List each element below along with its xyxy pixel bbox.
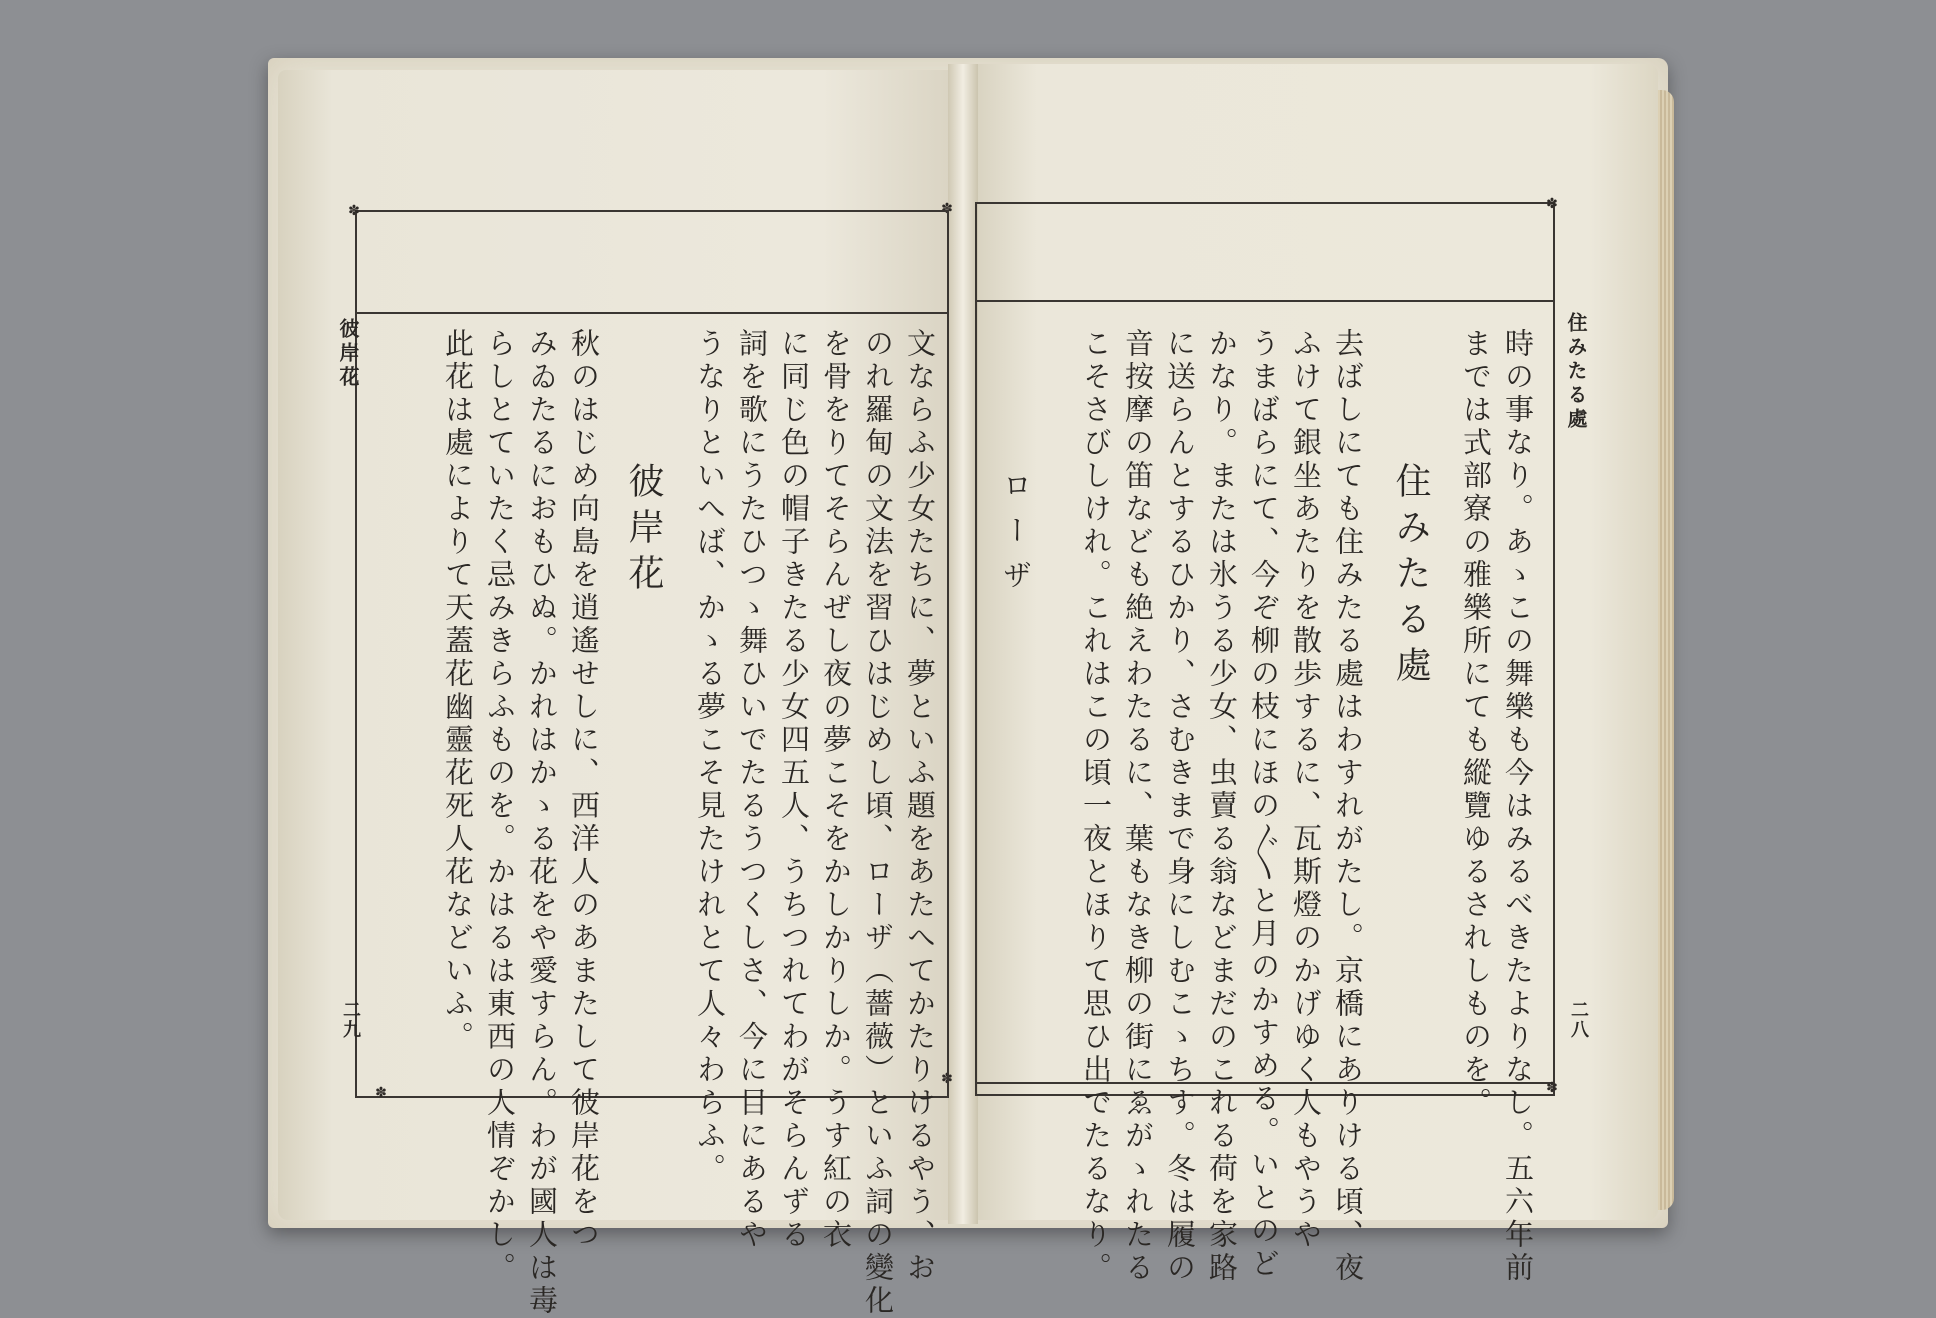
section-title: 彼岸花 [623,462,664,600]
text-column: 詞を歌にうたひつゝ舞ひいでたるうつくしさ、今に目にあるや [735,328,769,1252]
text-column: 音按摩の笛なども絶えわたるに、葉もなき柳の街にゑがゝれたる [1121,328,1155,1285]
right-head-rule [977,300,1553,302]
left-head-rule [357,312,947,314]
ornament-icon: ✽ [941,1071,953,1087]
ornament-icon: ✽ [348,203,360,219]
text-column: 去ばしにても住みたる處はわすれがたし。京橋にありける頃、夜 [1331,328,1365,1285]
ornament-icon: ✽ [941,201,953,217]
ornament-icon: ✽ [1546,1080,1558,1096]
text-column: ふけて銀坐あたりを散歩するに、瓦斯燈のかげゆく人もやうや [1289,328,1323,1252]
text-column: に送らんとするひかり、さむきまで身にしむこゝちす。冬は履の [1163,328,1197,1285]
ornament-icon: ✽ [375,1085,387,1101]
text-column: 秋のはじめ向島を逍遙せしに、西洋人のあまたして彼岸花をつ [567,328,601,1252]
page-number: 二八 [1568,1000,1589,1040]
next-section-title: ローザ [999,470,1033,605]
text-column: らしとていたく忌みきらふものを。かはるは東西の人情ぞかし。 [483,328,517,1285]
text-column: こそさびしけれ。これはこの頃一夜とほりて思ひ出でたるなり。 [1079,328,1113,1285]
running-head: 彼岸花 [336,318,360,390]
text-column: に同じ色の帽子きたる少女四五人、うちつれてわがそらんずる [777,328,811,1252]
ornament-icon: ✽ [1546,196,1558,212]
text-column: みゐたるにおもひぬ。かれはかゝる花をや愛すらん。わが國人は毒 [525,328,559,1318]
running-head: 住みたる處 [1564,312,1588,432]
text-column: を骨をりてそらんぜし夜の夢こそをかしかりしか。うす紅の衣 [819,328,853,1252]
section-title: 住みたる處 [1390,462,1431,692]
text-column: 時の事なり。あゝこの舞樂も今はみるべきたよりなし。五六年前 [1501,328,1535,1285]
text-column: うなりといへば、かゝる夢こそ見たけれとて人々わらふ。 [693,328,727,1186]
page-number: 二九 [340,1000,361,1040]
text-column: うまばらにて、今ぞ柳の枝にほの〴〵と月のかすめる。いとのど [1247,328,1281,1281]
text-column: 文ならふ少女たちに、夢といふ題をあたへてかたりけるやう、お [903,328,937,1285]
book-gutter [948,64,978,1224]
text-column: かなり。または氷うる少女、虫賣る翁などまだのこれる荷を家路 [1205,328,1239,1285]
text-column: のれ羅甸の文法を習ひはじめし頃、ローザ（薔薇）といふ詞の變化 [861,328,895,1318]
text-column: 此花は處によりて天蓋花幽靈花死人花などいふ。 [441,328,475,1054]
text-column: までは式部寮の雅樂所にても縱覽ゆるされしものを。 [1459,328,1493,1120]
